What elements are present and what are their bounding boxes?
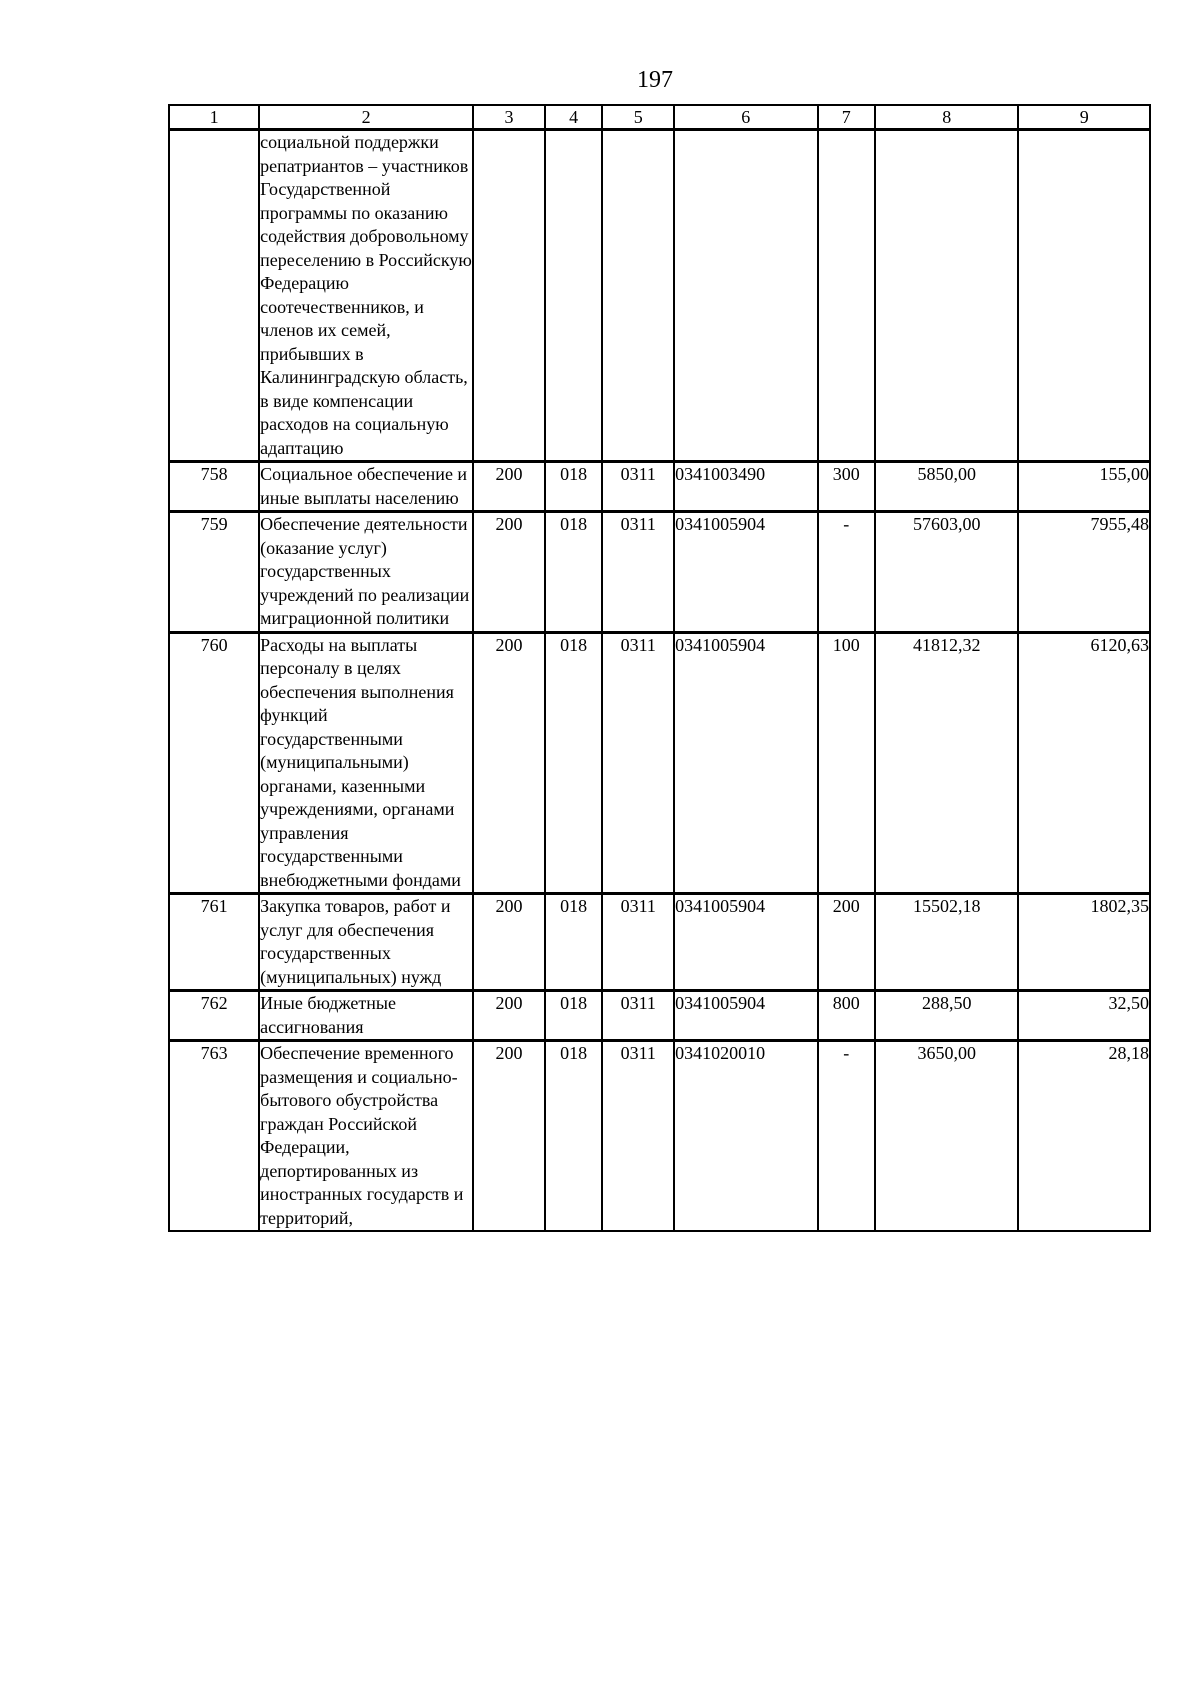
cell-col6: 0341005904 <box>674 512 817 633</box>
cell-col7: - <box>818 1041 876 1232</box>
column-header: 3 <box>473 105 545 130</box>
column-header: 5 <box>602 105 674 130</box>
cell-col8: 41812,32 <box>875 632 1018 894</box>
cell-col8: 57603,00 <box>875 512 1018 633</box>
cell-col8: 5850,00 <box>875 462 1018 512</box>
cell-col4: 018 <box>545 462 603 512</box>
cell-col7: 100 <box>818 632 876 894</box>
cell-col5: 0311 <box>602 462 674 512</box>
row-name: Закупка товаров, работ и услуг для обеспечения государственных (муниципальных) нужд <box>259 894 473 991</box>
cell-col7: 300 <box>818 462 876 512</box>
cell-col4: 018 <box>545 512 603 633</box>
cell-col4: 018 <box>545 632 603 894</box>
cell-col9 <box>1018 130 1150 462</box>
table-header-row <box>169 105 1150 130</box>
row-number <box>169 130 259 462</box>
row-name: Социальное обеспечение и иные выплаты населению <box>259 462 473 512</box>
cell-col3 <box>473 130 545 462</box>
column-header: 4 <box>545 105 603 130</box>
cell-col9: 6120,63 <box>1018 632 1150 894</box>
budget-table <box>168 104 1151 1232</box>
cell-col9: 155,00 <box>1018 462 1150 512</box>
cell-col4: 018 <box>545 991 603 1041</box>
row-number: 760 <box>169 632 259 894</box>
cell-col5: 0311 <box>602 894 674 991</box>
cell-col4: 018 <box>545 894 603 991</box>
table-row <box>169 991 1150 1041</box>
cell-col6: 0341005904 <box>674 894 817 991</box>
cell-col5: 0311 <box>602 1041 674 1232</box>
column-header: 2 <box>259 105 473 130</box>
cell-col8 <box>875 130 1018 462</box>
cell-col4 <box>545 130 603 462</box>
column-header: 6 <box>674 105 817 130</box>
cell-col9: 7955,48 <box>1018 512 1150 633</box>
table-row <box>169 894 1150 991</box>
cell-col6: 0341005904 <box>674 991 817 1041</box>
row-number: 759 <box>169 512 259 633</box>
cell-col3: 200 <box>473 512 545 633</box>
table-row <box>169 512 1150 633</box>
column-header: 8 <box>875 105 1018 130</box>
cell-col5: 0311 <box>602 512 674 633</box>
row-number: 758 <box>169 462 259 512</box>
cell-col7 <box>818 130 876 462</box>
cell-col3: 200 <box>473 632 545 894</box>
table-row <box>169 130 1150 462</box>
cell-col9: 1802,35 <box>1018 894 1150 991</box>
cell-col7: 200 <box>818 894 876 991</box>
cell-col6 <box>674 130 817 462</box>
row-number: 761 <box>169 894 259 991</box>
cell-col8: 15502,18 <box>875 894 1018 991</box>
cell-col7: - <box>818 512 876 633</box>
cell-col3: 200 <box>473 1041 545 1232</box>
cell-col5 <box>602 130 674 462</box>
cell-col6: 0341003490 <box>674 462 817 512</box>
row-name: Обеспечение временного размещения и социально-бытового обустройства граждан Российской Федерации, депортированных из иностранных государств и территорий, <box>259 1041 473 1232</box>
cell-col3: 200 <box>473 991 545 1041</box>
cell-col6: 0341005904 <box>674 632 817 894</box>
cell-col5: 0311 <box>602 991 674 1041</box>
table-row <box>169 462 1150 512</box>
row-name: социальной поддержки репатриантов – участников Государственной программы по оказанию содействия добровольному переселению в Российскую Федерацию соотечественников, и членов их семей, прибывших в Калининградскую область, в виде компенсации расходов на социальную адаптацию <box>259 130 473 462</box>
row-name: Расходы на выплаты персоналу в целях обеспечения выполнения функций государственными (муниципальными) органами, казенными учреждениями, органами управления государственными внебюджетными фондами <box>259 632 473 894</box>
cell-col3: 200 <box>473 894 545 991</box>
column-header: 1 <box>169 105 259 130</box>
cell-col7: 800 <box>818 991 876 1041</box>
cell-col9: 32,50 <box>1018 991 1150 1041</box>
column-header: 7 <box>818 105 876 130</box>
column-header: 9 <box>1018 105 1150 130</box>
table-row <box>169 632 1150 894</box>
cell-col3: 200 <box>473 462 545 512</box>
table-row <box>169 1041 1150 1232</box>
cell-col4: 018 <box>545 1041 603 1232</box>
cell-col6: 0341020010 <box>674 1041 817 1232</box>
cell-col8: 3650,00 <box>875 1041 1018 1232</box>
row-number: 763 <box>169 1041 259 1232</box>
page-number: 197 <box>637 67 673 93</box>
cell-col8: 288,50 <box>875 991 1018 1041</box>
cell-col9: 28,18 <box>1018 1041 1150 1232</box>
row-name: Иные бюджетные ассигнования <box>259 991 473 1041</box>
row-name: Обеспечение деятельности (оказание услуг) государственных учреждений по реализации миграционной политики <box>259 512 473 633</box>
cell-col5: 0311 <box>602 632 674 894</box>
row-number: 762 <box>169 991 259 1041</box>
